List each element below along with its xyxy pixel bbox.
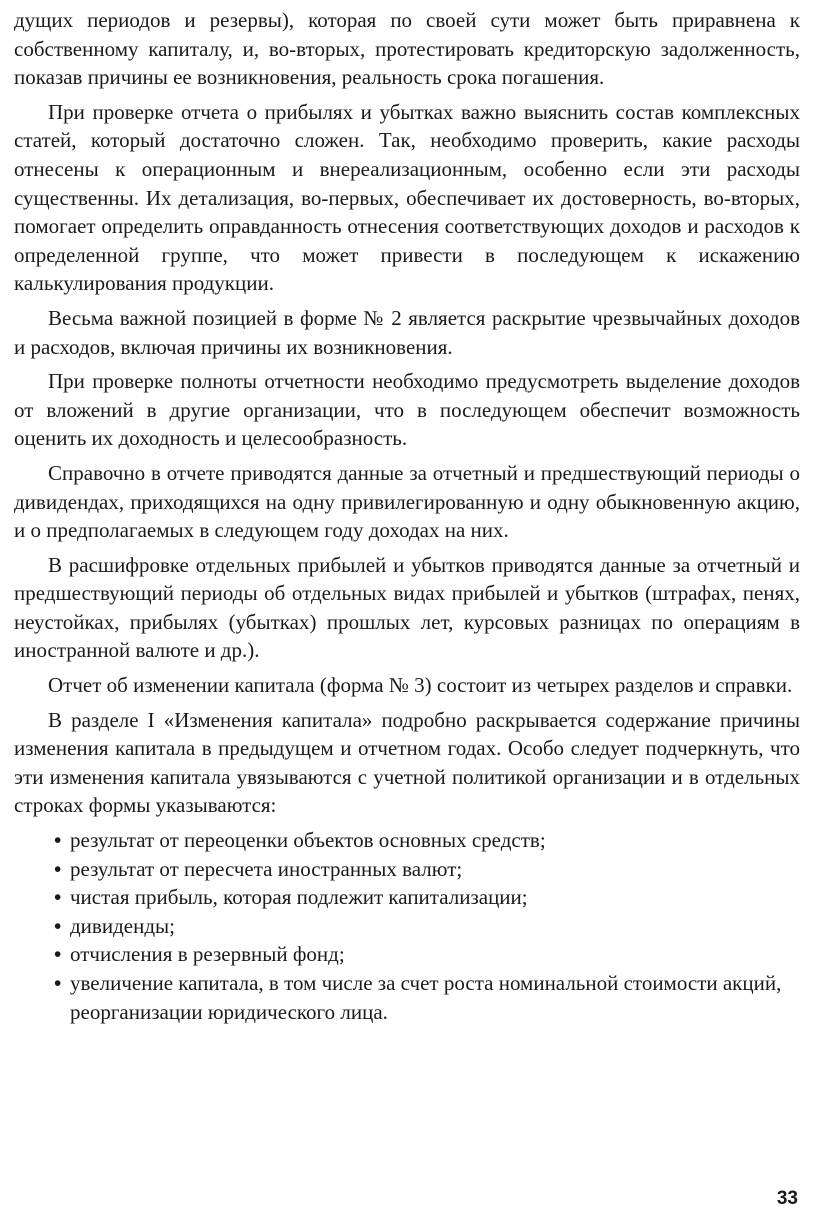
list-item [14,883,800,912]
bullet-text: отчисления в резервный фонд; [70,942,345,967]
list-item [14,969,800,1026]
list-item [14,912,800,941]
paragraph-capital-report: Отчет об изменении капитала (форма № 3) состоит из четырех разделов и справки. [48,673,793,698]
bullet-text: увеличение капитала, в том числе за счет роста номинальной стоимости акций, реорганизации юридического лица. [70,971,782,1024]
bullet-text: результат от переоценки объектов основных средств; [70,828,546,853]
bullet-marker: • [54,856,62,881]
paragraph-continuation: дущих периодов и резервы), которая по своей сути может быть приравнена к собственному капиталу, и, во-вторых, протестировать кредиторскую задолженность, показав причины ее возникновения, реальность срока погашения. [14,8,800,90]
paragraph-breakdown: В расшифровке отдельных прибылей и убытков приводятся данные за отчетный и предшествующий периоды об отдельных видах прибылей и убытков (штрафах, пенях, неустойках, прибылях (убытках) прошлых лет, курсовых разницах по операциям в иностранной валюте и др.). [14,552,800,663]
bullet-marker: • [54,942,62,967]
page-number: 33 [776,1188,798,1209]
bullet-marker: • [54,885,62,910]
paragraph-extraordinary-income: Весьма важной позицией в форме № 2 является раскрытие чрезвычайных доходов и расходов, включая причины их возникновения. [14,305,800,359]
list-item [14,826,800,855]
paragraph-completeness-check: При проверке полноты отчетности необходимо предусмотреть выделение доходов от вложений в другие организации, что в последующем обеспечит возможность оценить их доходность и целесообразность. [14,369,800,451]
bullet-marker: • [54,828,62,853]
bullet-marker: • [54,971,62,995]
page-body [14,6,800,1026]
bullet-text: дивиденды; [70,913,175,938]
bullet-marker: • [54,913,62,938]
bullet-list [14,826,800,1026]
bullet-text: результат от пересчета иностранных валют; [70,856,463,881]
list-item [14,940,800,969]
paragraph-section-one: В разделе I «Изменения капитала» подробно раскрывается содержание причины изменения капитала в предыдущем и отчетном годах. Особо следует подчеркнуть, что эти изменения капитала увязываются с учетной политикой организации и в отдельных строках формы указываются: [14,707,800,818]
list-item [14,855,800,884]
paragraph-profit-loss-check: При проверке отчета о прибылях и убытках важно выяснить состав комплексных статей, который достаточно сложен. Так, необходимо проверить, какие расходы отнесены к операционным и внереализационным, особенно если эти расходы существенны. Их детализация, во-первых, обеспечивает их достоверность, во-вторых, помогает определить оправданность отнесения соответствующих доходов и расходов к определенной группе, что может привести в последующем к искажению калькулирования продукции. [14,99,800,296]
bullet-text: чистая прибыль, которая подлежит капитализации; [70,885,528,910]
paragraph-dividends: Справочно в отчете приводятся данные за отчетный и предшествующий периоды о дивидендах, приходящихся на одну привилегированную и одну обыкновенную акцию, и о предполагаемых в следующем году доходах на них. [14,460,800,543]
